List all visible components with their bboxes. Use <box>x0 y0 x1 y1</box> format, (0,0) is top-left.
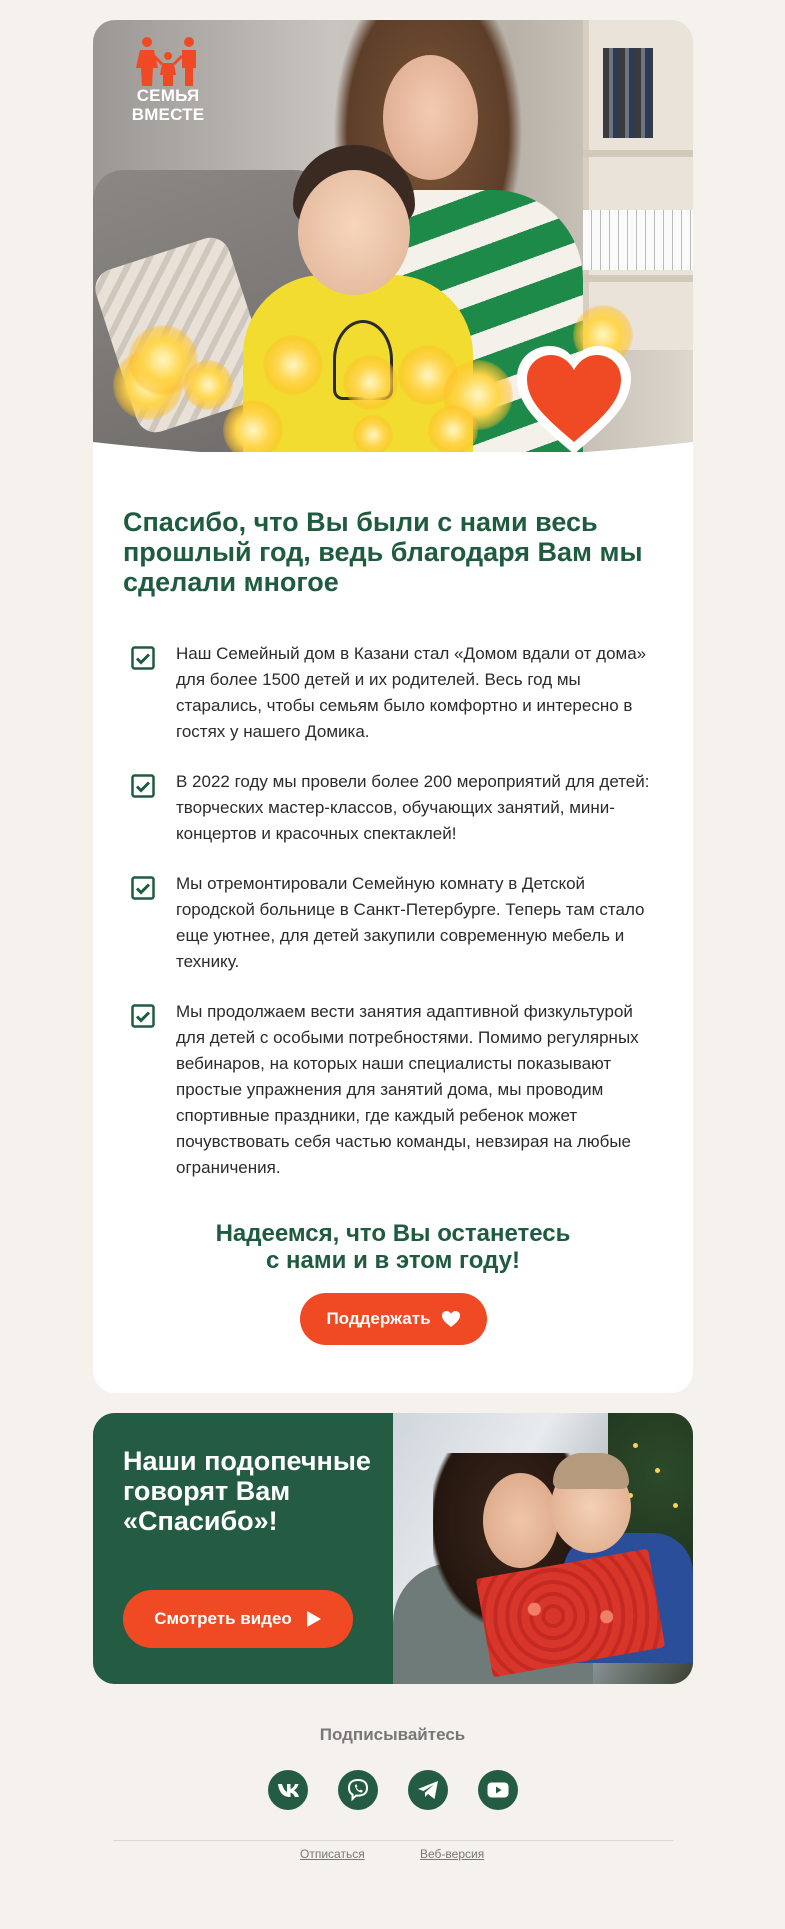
checkbox-icon <box>131 876 155 900</box>
video-title: Наши подопечные говорят Вам «Спасибо»! <box>123 1446 371 1536</box>
bokeh-light <box>343 355 398 410</box>
footer-divider <box>113 1840 673 1841</box>
photo-books <box>603 48 653 138</box>
support-button[interactable] <box>300 1293 487 1345</box>
list-item-text: В 2022 году мы провели более 200 мероприятий для детей: творческих мастер-классов, обучающих занятий, мини-концертов и красочных спектаклей! <box>176 772 650 843</box>
family-figures-icon <box>135 36 201 86</box>
bokeh-light <box>263 335 323 395</box>
list-item-text: Мы продолжаем вести занятия адаптивной физкультурой для детей с особыми потребностями. Помимо регулярных вебинаров, на которых наши специалисты показывают простые упражнения для занятий дома, мы проводим спортивные праздники, где каждый ребенок может почувствовать себя частью команды, невзирая на любые ограничения. <box>176 1002 639 1177</box>
photo-mother-face <box>483 1473 558 1568</box>
video-photo[interactable] <box>393 1413 693 1684</box>
web-version-link[interactable]: Веб-версия <box>420 1847 485 1861</box>
telegram-icon <box>417 1780 439 1800</box>
heart-icon <box>511 340 637 460</box>
photo-child-hair <box>553 1453 629 1489</box>
letter-card <box>93 20 693 1393</box>
checkbox-icon <box>131 1004 155 1028</box>
checkbox-icon <box>131 646 155 670</box>
youtube-icon <box>487 1782 509 1798</box>
checkbox-icon <box>131 774 155 798</box>
social-links <box>268 1770 518 1810</box>
vk-link[interactable] <box>268 1770 308 1810</box>
tree-light <box>673 1503 678 1508</box>
play-icon <box>306 1610 322 1628</box>
viber-icon <box>346 1778 370 1802</box>
viber-link[interactable] <box>338 1770 378 1810</box>
list-item-text: Наш Семейный дом в Казани стал «Домом вдали от дома» для более 1500 детей и их родителей. Весь год мы старались, чтобы семьям было комфортно и интересно в гостях у нашего Домика. <box>176 644 647 741</box>
youtube-link[interactable] <box>478 1770 518 1810</box>
support-button-label: Поддержать <box>326 1309 431 1328</box>
tree-light <box>655 1468 660 1473</box>
heart-icon <box>441 1310 461 1328</box>
tree-light <box>633 1443 638 1448</box>
watch-video-label: Смотреть видео <box>154 1609 292 1628</box>
unsubscribe-link[interactable]: Отписаться <box>300 1847 365 1861</box>
watch-video-button[interactable] <box>123 1590 353 1648</box>
subscribe-label: Подписывайтесь <box>319 1725 466 1744</box>
letter-title: Спасибо, что Вы были с нами весь прошлый год, ведь благодаря Вам мы сделали многое <box>123 507 643 597</box>
bokeh-light <box>183 360 233 410</box>
closing-line-2: с нами и в этом году! <box>266 1247 520 1274</box>
photo-mother-face <box>383 55 478 180</box>
photo-child-face <box>298 170 410 295</box>
logo-line-1: СЕМЬЯ <box>136 86 200 105</box>
vk-icon <box>277 1783 299 1797</box>
logo-line-2: ВМЕСТЕ <box>131 105 205 124</box>
video-card <box>93 1413 693 1684</box>
telegram-link[interactable] <box>408 1770 448 1810</box>
video-panel <box>93 1413 393 1684</box>
closing-line-1: Надеемся, что Вы останетесь <box>215 1220 571 1247</box>
brand-logo[interactable] <box>123 36 213 124</box>
closing-message <box>93 1220 693 1274</box>
list-item-text: Мы отремонтировали Семейную комнату в Детской городской больнице в Санкт-Петербурге. Теперь там стало еще уютнее, для детей закупили современную мебель и технику. <box>176 874 645 971</box>
photo-piano <box>583 210 693 270</box>
